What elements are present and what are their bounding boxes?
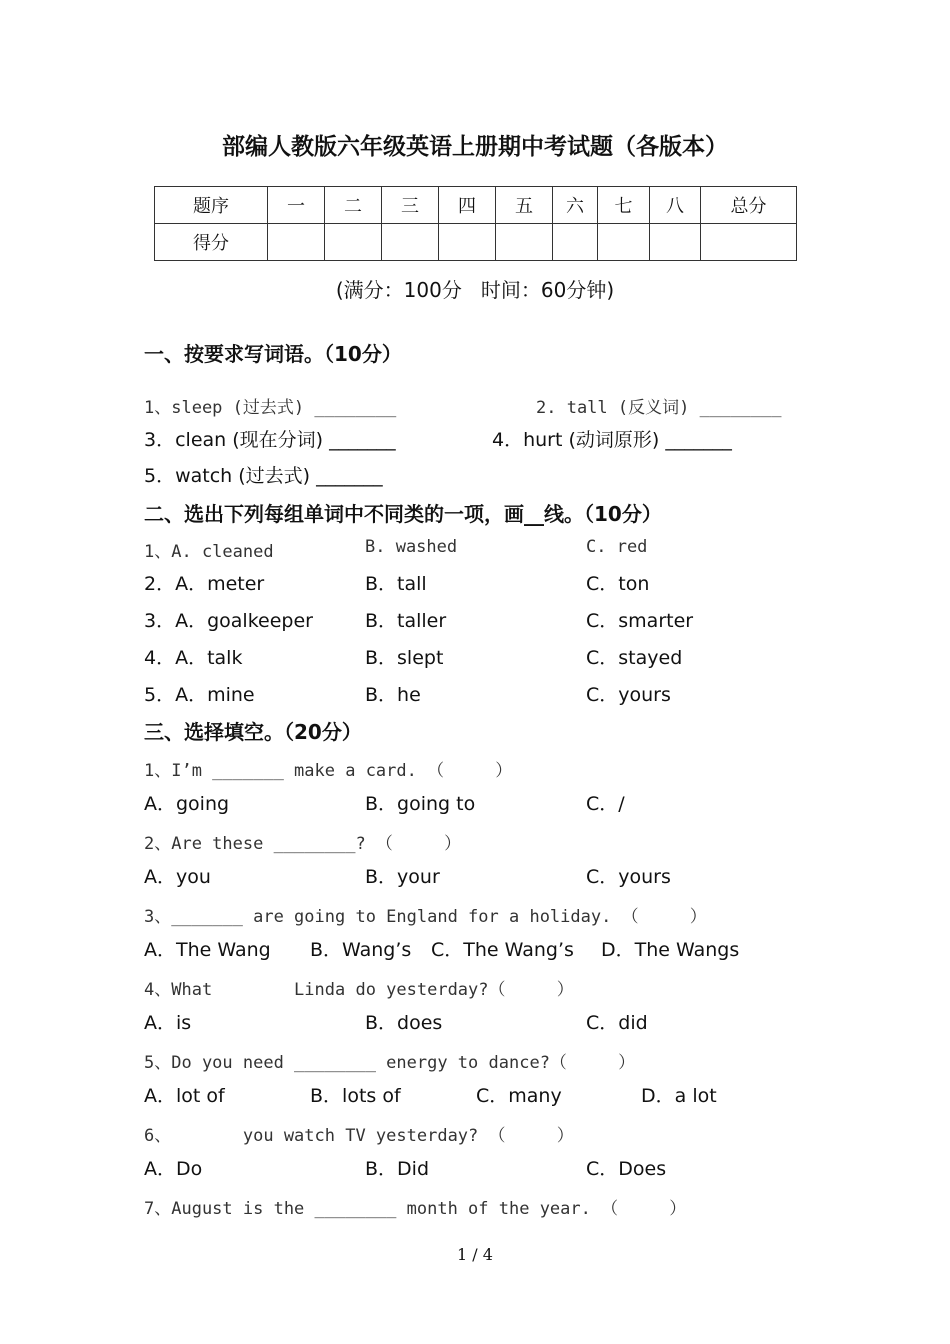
section1-q5: 5．watch (过去式) _______ [144,465,383,487]
section3-heading: 三、选择填空。（20分） [144,720,362,744]
score-cell[interactable] [439,224,496,261]
section3-q3-stem: 3、_______ are going to England for a holiday. （ ） [144,907,707,927]
score-table [154,186,797,261]
section3-q7-stem: 7、August is the ________ month of the year. （ ） [144,1199,687,1219]
section2-q2-b: B．tall [365,573,427,595]
section3-q6-b: B．Did [365,1158,430,1180]
section3-q2-c: C．yours [586,866,671,888]
score-header-cell: 七 [598,187,650,224]
score-header-cell: 六 [553,187,598,224]
section3-q1-stem: 1、I’m _______ make a card. （ ） [144,761,513,781]
score-header-cell: 总分 [701,187,797,224]
score-header-cell: 二 [325,187,382,224]
section3-q6-c: C．Does [586,1158,667,1180]
score-cell[interactable] [496,224,553,261]
score-header-cell: 五 [496,187,553,224]
section3-q1-c: C．/ [586,793,625,815]
page-number: 1 / 4 [457,1245,493,1264]
section2-q2-a: 2．A．meter [144,573,265,595]
section2-q5-c: C．yours [586,684,671,706]
score-header-cell: 一 [268,187,325,224]
section2-q1-c: C. red [586,537,648,557]
exam-info: (满分：100分 时间：60分钟) [335,278,615,302]
section2-q3-b: B．taller [365,610,447,632]
section1-q1: 1、sleep (过去式) ________ [144,398,397,418]
section3-q5-c: C．many [476,1085,562,1107]
section3-q2-a: A．you [144,866,211,888]
section3-q4-a: A．is [144,1012,192,1034]
section2-q4-b: B．slept [365,647,444,669]
score-header-cell: 三 [382,187,439,224]
section3-q3-c: C．The Wang’s [431,939,574,961]
score-header-cell: 八 [650,187,701,224]
section3-q5-b: B．lots of [310,1085,401,1107]
section1-q3: 3．clean (现在分词) _______ [144,429,396,451]
score-header-cell: 题序 [155,187,268,224]
section1-heading: 一、按要求写词语。（10分） [144,342,402,366]
section3-q3-b: B．Wang’s [310,939,412,961]
section3-q6-stem: 6、 you watch TV yesterday? （ ） [144,1126,574,1146]
score-table-header-row [155,187,797,224]
section2-q5-b: B．he [365,684,421,706]
section3-q4-stem: 4、What Linda do yesterday?（ ） [144,980,574,1000]
page-title: 部编人教版六年级英语上册期中考试题（各版本） [222,134,728,160]
score-cell[interactable] [382,224,439,261]
score-cell[interactable] [268,224,325,261]
section2-q1-a: 1、A. cleaned [144,542,274,562]
section3-q3-d: D．The Wangs [601,939,740,961]
score-cell[interactable] [553,224,598,261]
section1-q2: 2. tall (反义词) ________ [536,398,782,418]
section3-q5-stem: 5、Do you need ________ energy to dance?（ ） [144,1053,636,1073]
section3-q5-d: D．a lot [641,1085,717,1107]
section2-q4-c: C．stayed [586,647,683,669]
section3-q3-a: A．The Wang [144,939,271,961]
section2-q4-a: 4．A．talk [144,647,243,669]
section3-q2-b: B．your [365,866,440,888]
section2-q3-c: C．smarter [586,610,694,632]
score-cell[interactable] [325,224,382,261]
score-cell[interactable] [701,224,797,261]
section3-q5-a: A．lot of [144,1085,225,1107]
score-table-score-row [155,224,797,261]
section2-q5-a: 5．A．mine [144,684,255,706]
section1-q4: 4．hurt (动词原形) _______ [492,429,732,451]
section3-q6-a: A．Do [144,1158,203,1180]
section3-q2-stem: 2、Are these ________? （ ） [144,834,462,854]
score-row-label: 得分 [155,224,268,261]
score-cell[interactable] [598,224,650,261]
score-header-cell: 四 [439,187,496,224]
section2-q3-a: 3．A．goalkeeper [144,610,313,632]
score-cell[interactable] [650,224,701,261]
section3-q1-b: B．going to [365,793,476,815]
section3-q1-a: A．going [144,793,230,815]
section3-q4-c: C．did [586,1012,648,1034]
section3-q4-b: B．does [365,1012,443,1034]
section2-q2-c: C．ton [586,573,650,595]
section2-heading: 二、选出下列每组单词中不同类的一项，画__线。（10分） [144,502,662,526]
section2-q1-b: B. washed [365,537,458,557]
